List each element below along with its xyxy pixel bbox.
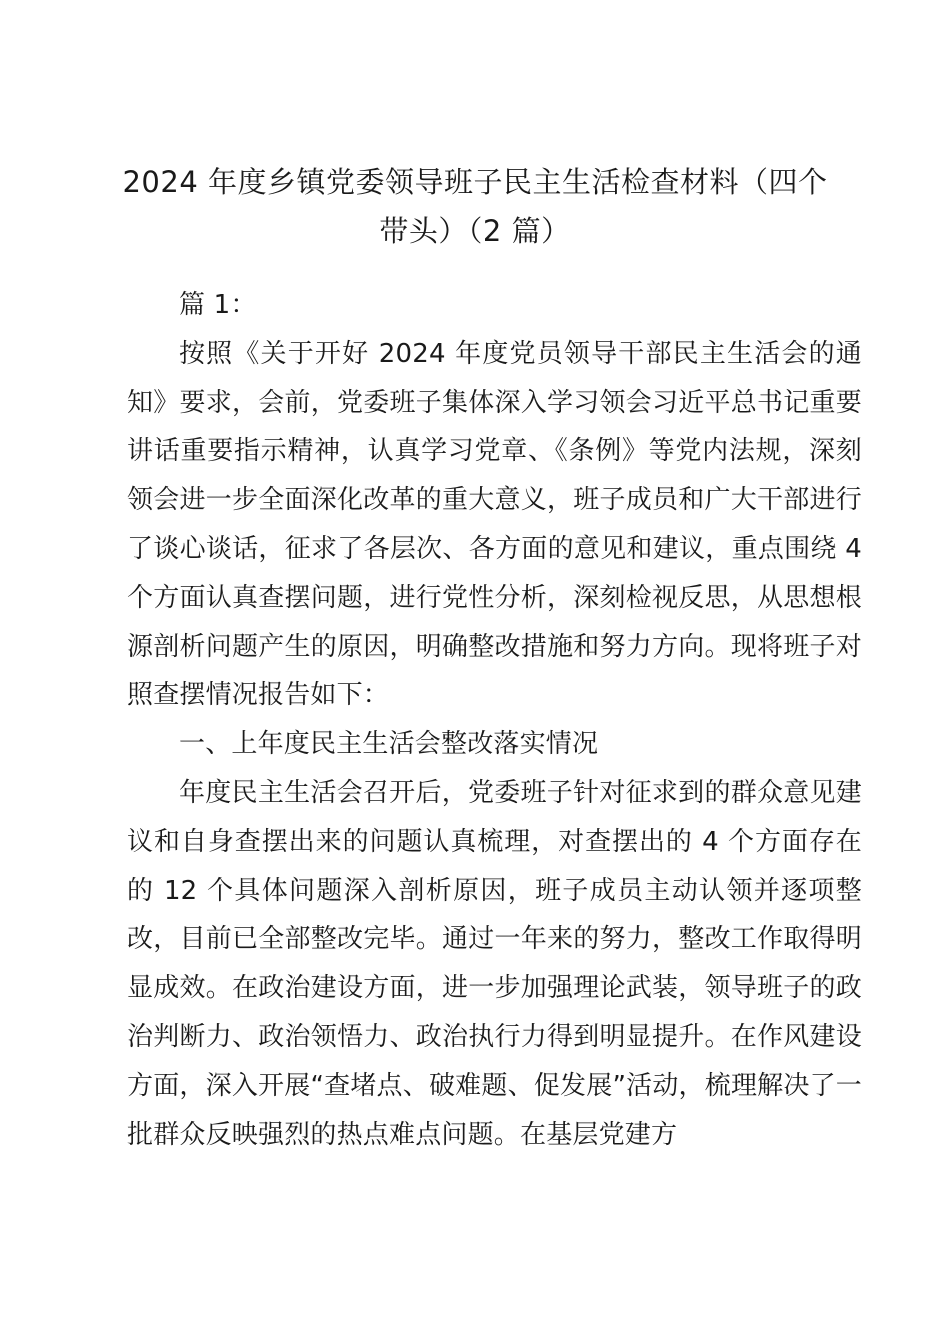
body-paragraph: 年度民主生活会召开后，党委班子针对征求到的群众意见建议和自身查摆出来的问题认真梳理，对查摆出的 4 个方面存在的 12 个具体问题深入剖析原因，班子成员主动认领并逐项整改，目前已全部整改完毕。通过一年来的努力，整改工作取得明显成效。在政治建设方面，进一步加强理论武装，领导班子的政治判断力、政治领悟力、政治执行力得到明显提升。在作风建设方面，深入开展“查堵点、破难题、促发展”活动，梳理解决了一批群众反映强烈的热点难点问题。在基层党建方 bbox=[127, 777, 862, 1150]
document-title: 2024 年度乡镇党委领导班子民主生活检查材料（四个带头）（2 篇） bbox=[122, 165, 828, 248]
intro-paragraph: 按照《关于开好 2024 年度党员领导干部民主生活会的通知》要求，会前，党委班子集体深入学习领会习近平总书记重要讲话重要指示精神，认真学习党章、《条例》等党内法规，深刻领会进一步全面深化改革的重大意义，班子成员和广大干部进行了谈心谈话，征求了各层次、各方面的意见和建议，重点围绕 4 个方面认真查摆问题，进行党性分析，深刻检视反思，从思想根源剖析问题产生的原因，明确整改措施和努力方向。现将班子对照查摆情况报告如下： bbox=[127, 338, 862, 711]
document-body bbox=[127, 281, 862, 1159]
section-label: 篇 1： bbox=[179, 290, 257, 320]
section-heading: 一、上年度民主生活会整改落实情况 bbox=[179, 729, 599, 760]
